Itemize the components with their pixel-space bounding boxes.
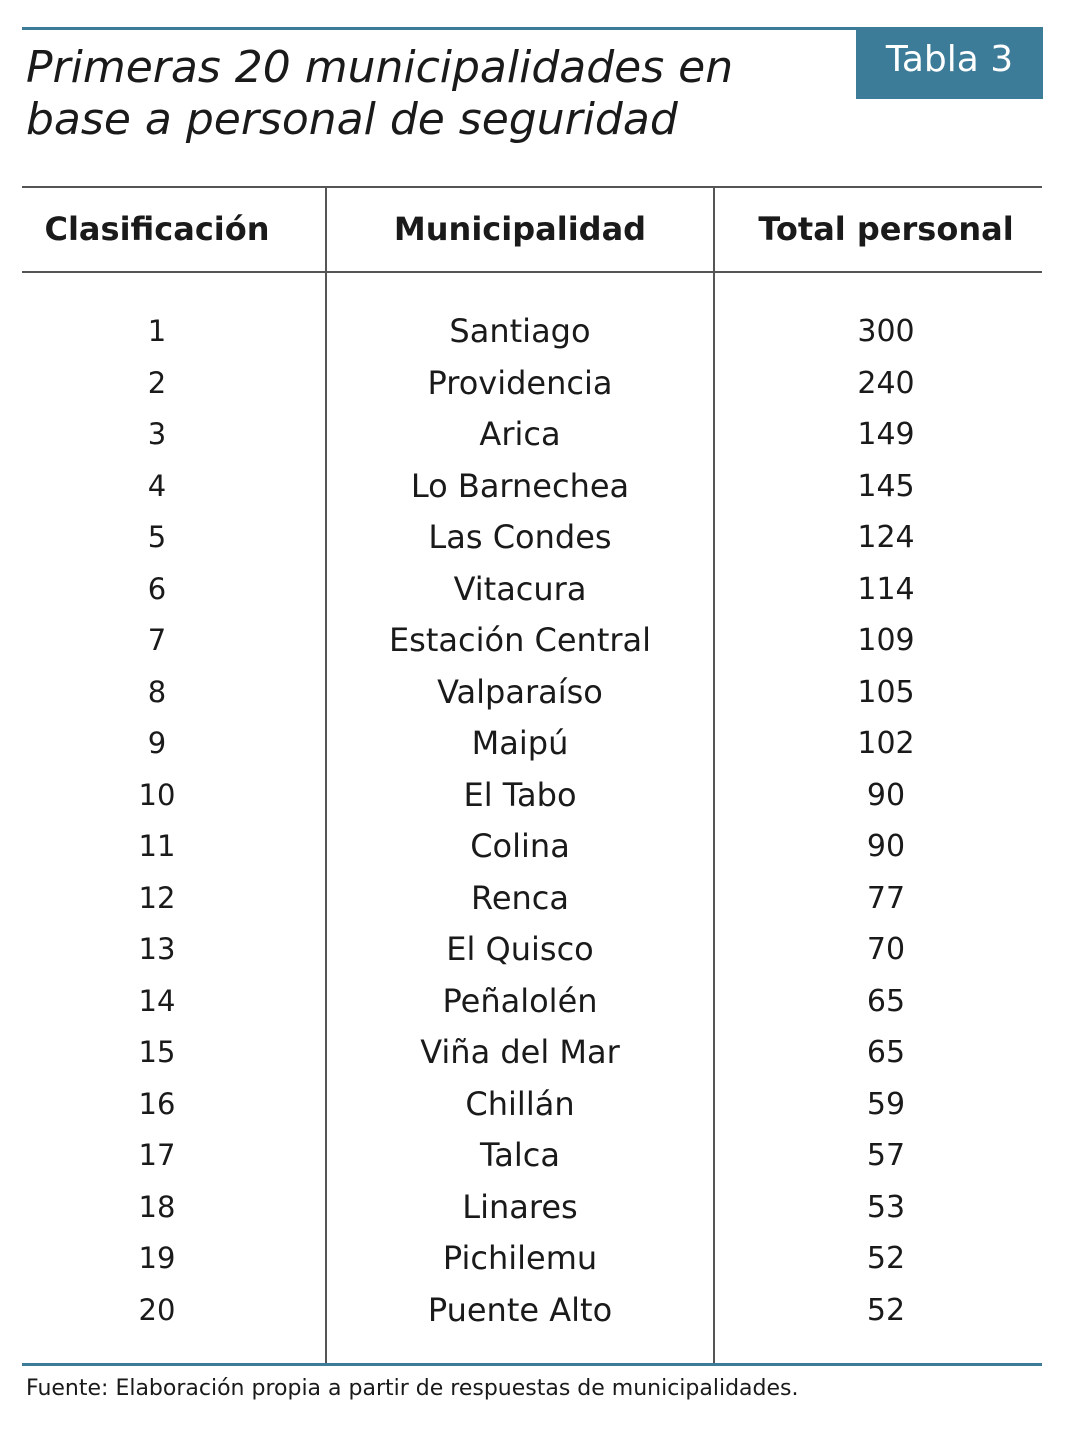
rank-cell: 5 [147, 520, 167, 554]
bottom-accent-rule [22, 1363, 1042, 1366]
rank-cell: 15 [138, 1035, 176, 1069]
table-row [0, 615, 1070, 667]
municipality-cell: Peñalolén [442, 981, 598, 1020]
total-cell: 124 [857, 520, 915, 555]
total-cell: 52 [866, 1241, 906, 1276]
page-title [26, 42, 826, 146]
rank-cell: 9 [147, 726, 167, 760]
table-row [0, 718, 1070, 770]
municipality-cell: Maipú [471, 724, 569, 762]
municipality-cell: Lo Barnechea [410, 466, 630, 505]
municipality-cell: Las Condes [428, 518, 612, 556]
table-row [0, 512, 1070, 564]
table-row [0, 770, 1070, 822]
municipality-cell: Colina [470, 827, 570, 865]
municipality-cell: El Quisco [446, 930, 594, 968]
rank-cell: 7 [147, 623, 167, 657]
table-row [0, 358, 1070, 410]
rank-cell: 11 [138, 829, 176, 863]
total-cell: 109 [857, 623, 915, 658]
table-row [0, 461, 1070, 513]
municipality-cell: Vitacura [453, 569, 587, 608]
rank-cell: 4 [147, 468, 167, 503]
title-line-1: Primeras 20 municipalidades en [26, 42, 734, 93]
rank-cell: 13 [138, 932, 176, 966]
total-cell: 52 [866, 1292, 906, 1328]
rank-cell: 12 [138, 880, 176, 915]
total-cell: 300 [857, 314, 915, 349]
rank-cell: 16 [138, 1086, 176, 1121]
municipality-cell: Linares [462, 1187, 578, 1226]
table-row [0, 1079, 1070, 1131]
rank-cell: 2 [147, 365, 167, 400]
column-header-rank: Clasificación [44, 210, 270, 248]
table-row [0, 821, 1070, 873]
table-row [0, 1233, 1070, 1285]
column-header-municipality: Municipalidad [393, 210, 647, 248]
total-cell: 70 [866, 932, 906, 967]
rank-cell: 1 [147, 314, 167, 348]
municipality-cell: El Tabo [463, 775, 577, 814]
municipality-cell: Arica [479, 415, 561, 453]
column-header-total: Total personal [758, 210, 1014, 248]
table-number-badge: Tabla 3 [856, 27, 1043, 99]
total-cell: 59 [866, 1086, 906, 1122]
rank-cell: 3 [147, 417, 167, 451]
table-row [0, 667, 1070, 719]
municipality-cell: Renca [471, 878, 569, 917]
total-cell: 102 [857, 726, 915, 761]
rank-cell: 18 [138, 1189, 176, 1224]
table-row [0, 1285, 1070, 1337]
total-cell: 65 [866, 983, 906, 1019]
rank-cell: 19 [138, 1241, 176, 1275]
table-row [0, 1130, 1070, 1182]
total-cell: 149 [857, 417, 915, 452]
rank-cell: 20 [138, 1292, 176, 1327]
total-cell: 145 [857, 468, 915, 504]
table-row [0, 976, 1070, 1028]
header-bottom-rule [22, 271, 1042, 273]
total-cell: 114 [857, 571, 915, 607]
title-line-2: base a personal de seguridad [26, 94, 678, 145]
total-cell: 240 [857, 365, 915, 401]
rank-cell: 14 [138, 983, 176, 1018]
total-cell: 77 [866, 880, 906, 916]
table-row [0, 1182, 1070, 1234]
total-cell: 65 [866, 1035, 906, 1070]
municipality-cell: Talca [480, 1136, 560, 1174]
total-cell: 105 [857, 674, 915, 710]
total-cell: 90 [866, 829, 906, 864]
total-cell: 90 [866, 777, 906, 813]
table-row [0, 1027, 1070, 1079]
municipality-cell: Pichilemu [442, 1239, 598, 1277]
table-row [0, 409, 1070, 461]
rank-cell: 10 [138, 777, 176, 812]
table-row [0, 873, 1070, 925]
table-row [0, 306, 1070, 358]
table-row [0, 564, 1070, 616]
municipality-cell: Viña del Mar [420, 1033, 620, 1071]
municipality-cell: Santiago [449, 312, 591, 350]
municipality-cell: Chillán [465, 1084, 575, 1123]
source-note: Fuente: Elaboración propia a partir de respuestas de municipalidades. [26, 1376, 799, 1401]
municipality-cell: Providencia [427, 363, 613, 402]
table-row [0, 924, 1070, 976]
total-cell: 57 [866, 1138, 906, 1173]
rank-cell: 17 [138, 1138, 176, 1172]
municipality-cell: Valparaíso [437, 672, 603, 711]
rank-cell: 6 [147, 571, 167, 606]
municipality-cell: Estación Central [388, 621, 652, 659]
municipality-cell: Puente Alto [427, 1290, 613, 1329]
table-body [0, 306, 1070, 1336]
rank-cell: 8 [147, 674, 167, 709]
total-cell: 53 [866, 1189, 906, 1225]
